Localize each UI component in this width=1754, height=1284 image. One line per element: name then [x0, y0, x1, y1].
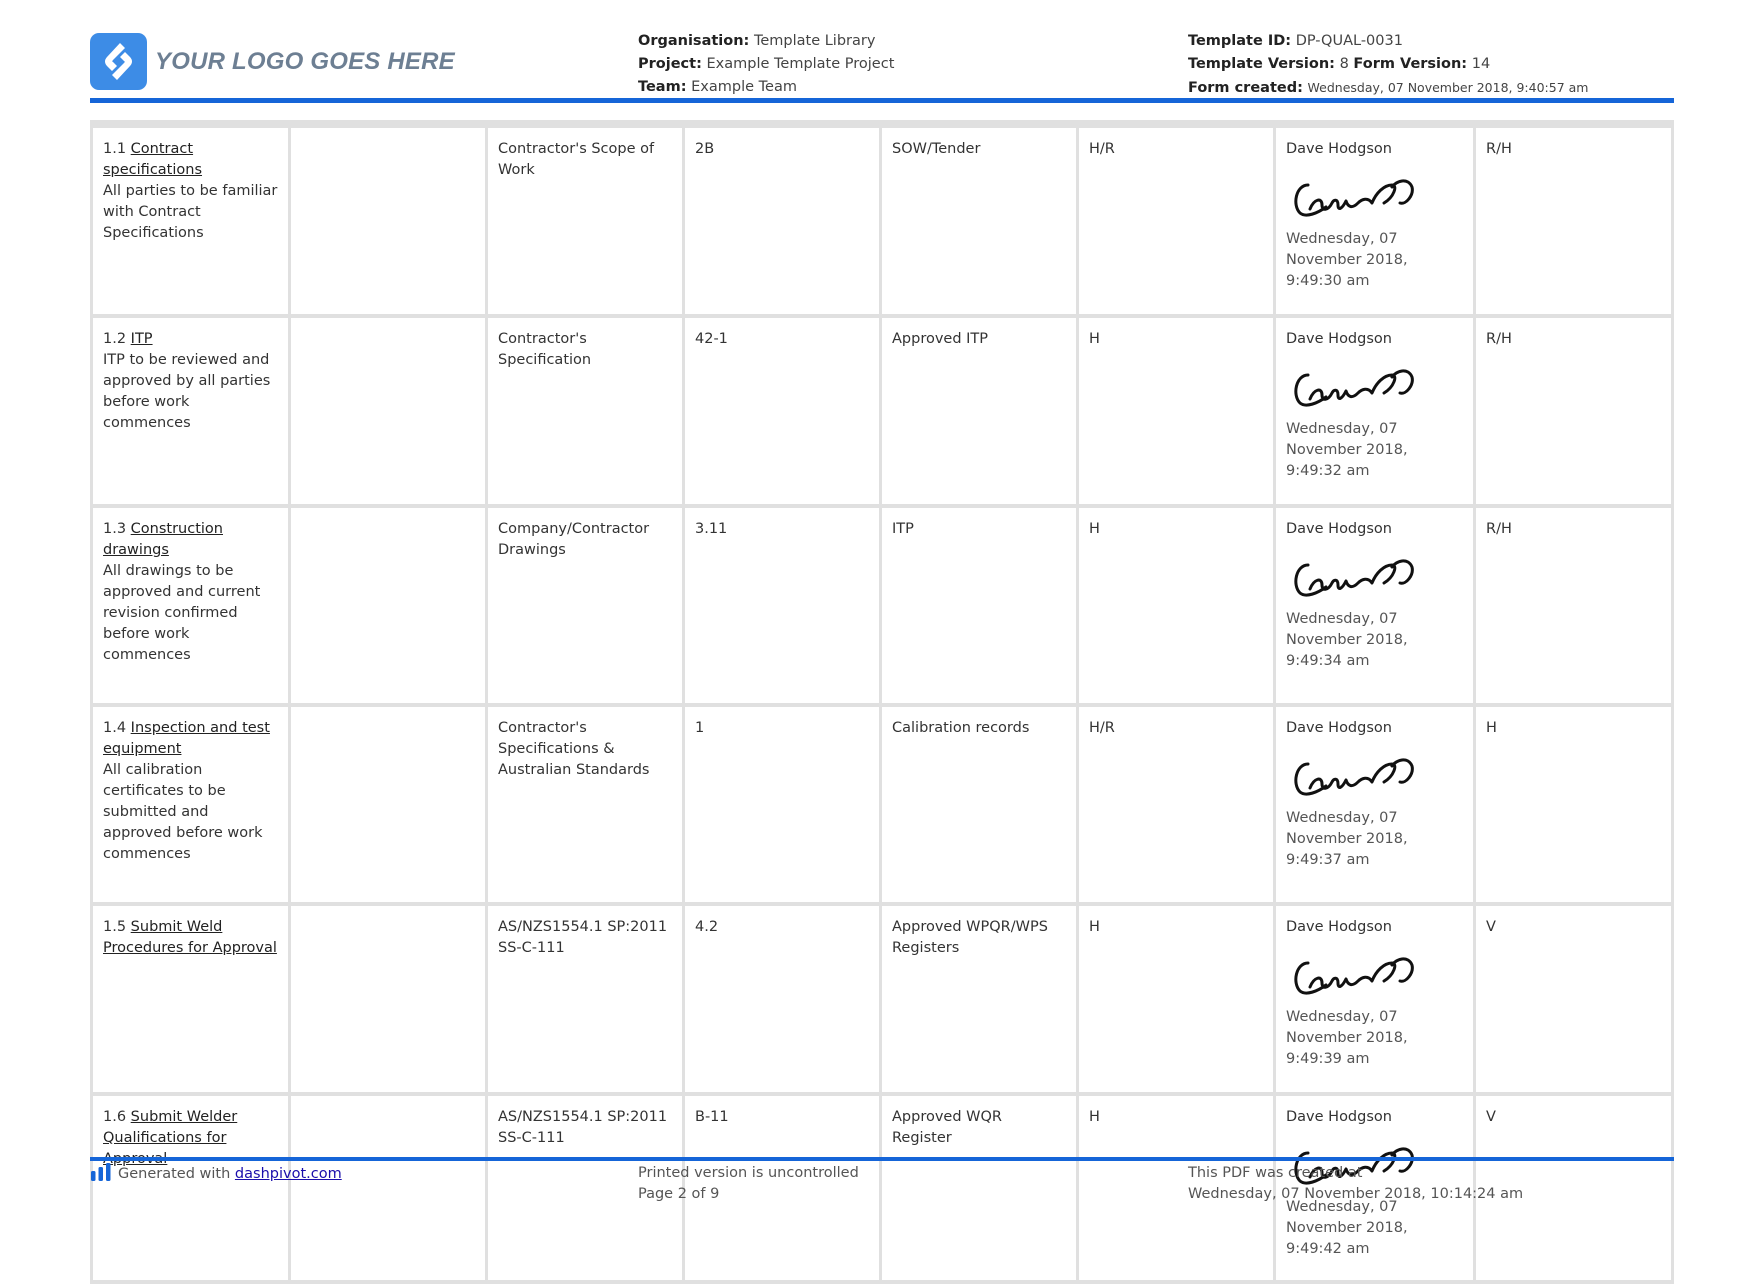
empty-cell: [288, 318, 485, 508]
item-number: 1.3: [103, 521, 127, 537]
party-cell: V: [1473, 1096, 1674, 1284]
item-cell: [90, 906, 288, 1096]
signoff-cell: [1273, 508, 1473, 707]
form-created-label: Form created:: [1188, 80, 1303, 96]
organisation-label: Organisation:: [638, 33, 750, 49]
item-title-link[interactable]: Contract specifications: [103, 141, 203, 178]
clause-cell: 3.11: [682, 508, 879, 707]
signoff-cell: [1273, 128, 1473, 318]
party-cell: R/H: [1473, 508, 1674, 707]
signer-name: Dave Hodgson: [1286, 331, 1392, 347]
itp-table: [90, 128, 1674, 1284]
table-row: [90, 128, 1674, 318]
page-number: Page 2 of 9: [638, 1186, 720, 1202]
generated-prefix: Generated with: [118, 1166, 231, 1182]
empty-cell: [288, 906, 485, 1096]
itp-table-container: [90, 120, 1674, 1284]
footer-print-info: [638, 1163, 859, 1205]
table-row: [90, 906, 1674, 1096]
record-cell: Approved ITP: [879, 318, 1076, 508]
signature-image: [1288, 353, 1420, 413]
party-cell: R/H: [1473, 318, 1674, 508]
logo-text: YOUR LOGO GOES HERE: [155, 48, 455, 75]
reference-cell: AS/NZS1554.1 SP:2011 SS-C-111: [485, 906, 682, 1096]
reference-cell: Contractor's Specification: [485, 318, 682, 508]
table-top-border: [90, 120, 1674, 128]
item-description: ITP to be reviewed and approved by all parties before work commences: [103, 352, 271, 431]
item-cell: [90, 318, 288, 508]
signer-name: Dave Hodgson: [1286, 720, 1392, 736]
pdf-created-label: This PDF was created at: [1188, 1165, 1363, 1181]
form-created-value: Wednesday, 07 November 2018, 9:40:57 am: [1307, 80, 1589, 95]
item-title-link[interactable]: Inspection and test equipment: [103, 720, 270, 757]
itp-table-body: [90, 128, 1674, 1284]
project-label: Project:: [638, 56, 702, 72]
item-number: 1.4: [103, 720, 127, 736]
empty-cell: [288, 707, 485, 906]
signature-image: [1288, 163, 1420, 223]
signer-name: Dave Hodgson: [1286, 521, 1392, 537]
hold-point-cell: H/R: [1076, 707, 1273, 906]
party-cell: H: [1473, 707, 1674, 906]
signoff-cell: [1273, 906, 1473, 1096]
empty-cell: [288, 128, 485, 318]
signed-timestamp: Wednesday, 07 November 2018, 9:49:37 am: [1286, 810, 1408, 868]
record-cell: SOW/Tender: [879, 128, 1076, 318]
header-divider: [90, 98, 1674, 103]
signed-timestamp: Wednesday, 07 November 2018, 9:49:34 am: [1286, 611, 1408, 669]
template-version-label: Template Version:: [1188, 56, 1335, 72]
dashpivot-link[interactable]: dashpivot.com: [234, 1166, 342, 1182]
item-cell: [90, 128, 288, 318]
item-number: 1.6: [103, 1109, 127, 1125]
signed-timestamp: Wednesday, 07 November 2018, 9:49:32 am: [1286, 421, 1408, 479]
clause-cell: 42-1: [682, 318, 879, 508]
header-project-info: [638, 30, 894, 99]
hold-point-cell: H: [1076, 906, 1273, 1096]
table-row: [90, 318, 1674, 508]
table-row: [90, 707, 1674, 906]
form-version-value: 14: [1471, 56, 1491, 72]
item-number: 1.2: [103, 331, 127, 347]
team-label: Team:: [638, 79, 687, 95]
signed-timestamp: Wednesday, 07 November 2018, 9:49:39 am: [1286, 1009, 1408, 1067]
footer-divider: [90, 1157, 1674, 1161]
footer-pdf-created: [1188, 1163, 1523, 1205]
uncontrolled-notice: Printed version is uncontrolled: [638, 1165, 859, 1181]
item-description: All parties to be familiar with Contract Specifications: [103, 183, 278, 241]
signoff-cell: [1273, 707, 1473, 906]
signature-image: [1288, 941, 1420, 1001]
page-footer: [90, 1163, 1674, 1213]
page-header: [90, 28, 1674, 102]
logo-icon: [90, 33, 147, 90]
item-number: 1.5: [103, 919, 127, 935]
hold-point-cell: H: [1076, 318, 1273, 508]
reference-cell: Contractor's Scope of Work: [485, 128, 682, 318]
record-cell: Calibration records: [879, 707, 1076, 906]
signed-timestamp: Wednesday, 07 November 2018, 9:49:42 am: [1286, 1199, 1408, 1257]
organisation-value: Template Library: [753, 33, 876, 49]
clause-cell: 1: [682, 707, 879, 906]
hold-point-cell: H: [1076, 1096, 1273, 1284]
item-number: 1.1: [103, 141, 127, 157]
item-cell: [90, 707, 288, 906]
footer-generated: [90, 1163, 342, 1188]
empty-cell: [288, 508, 485, 707]
pdf-created-value: Wednesday, 07 November 2018, 10:14:24 am: [1188, 1186, 1524, 1202]
reference-cell: Contractor's Specifications & Australian Standards: [485, 707, 682, 906]
team-value: Example Team: [691, 79, 797, 95]
signed-timestamp: Wednesday, 07 November 2018, 9:49:30 am: [1286, 231, 1408, 289]
record-cell: ITP: [879, 508, 1076, 707]
item-title-link[interactable]: Submit Welder Qualifications for: [103, 1109, 238, 1146]
signature-image: [1288, 543, 1420, 603]
template-id-label: Template ID:: [1188, 33, 1292, 49]
signature-image: [1288, 742, 1420, 802]
party-cell: V: [1473, 906, 1674, 1096]
item-title-link[interactable]: Submit Weld Procedures for Approval: [103, 919, 277, 956]
signer-name: Dave Hodgson: [1286, 919, 1392, 935]
header-template-info: [1188, 30, 1588, 100]
party-cell: R/H: [1473, 128, 1674, 318]
dashpivot-bars-icon: [90, 1163, 112, 1188]
hold-point-cell: H/R: [1076, 128, 1273, 318]
record-cell: Approved WPQR/WPS Registers: [879, 906, 1076, 1096]
template-version-value: 8: [1339, 56, 1349, 72]
form-version-label: Form Version:: [1353, 56, 1468, 72]
project-value: Example Template Project: [706, 56, 895, 72]
template-id-value: DP-QUAL-0031: [1295, 33, 1403, 49]
signoff-cell: [1273, 318, 1473, 508]
record-cell: Approved WQR Register: [879, 1096, 1076, 1284]
clause-cell: 2B: [682, 128, 879, 318]
hold-point-cell: H: [1076, 508, 1273, 707]
clause-cell: 4.2: [682, 906, 879, 1096]
clause-cell: B-11: [682, 1096, 879, 1284]
signer-name: Dave Hodgson: [1286, 1109, 1392, 1125]
reference-cell: Company/Contractor Drawings: [485, 508, 682, 707]
item-title-link[interactable]: ITP: [130, 331, 153, 347]
item-description: All calibration certificates to be submitted and approved before work commences: [103, 762, 263, 862]
item-description: All drawings to be approved and current revision confirmed before work commences: [103, 563, 261, 663]
item-cell: [90, 508, 288, 707]
reference-cell: AS/NZS1554.1 SP:2011 SS-C-111: [485, 1096, 682, 1284]
table-row: [90, 508, 1674, 707]
item-title-link[interactable]: Construction drawings: [103, 521, 223, 558]
signer-name: Dave Hodgson: [1286, 141, 1392, 157]
